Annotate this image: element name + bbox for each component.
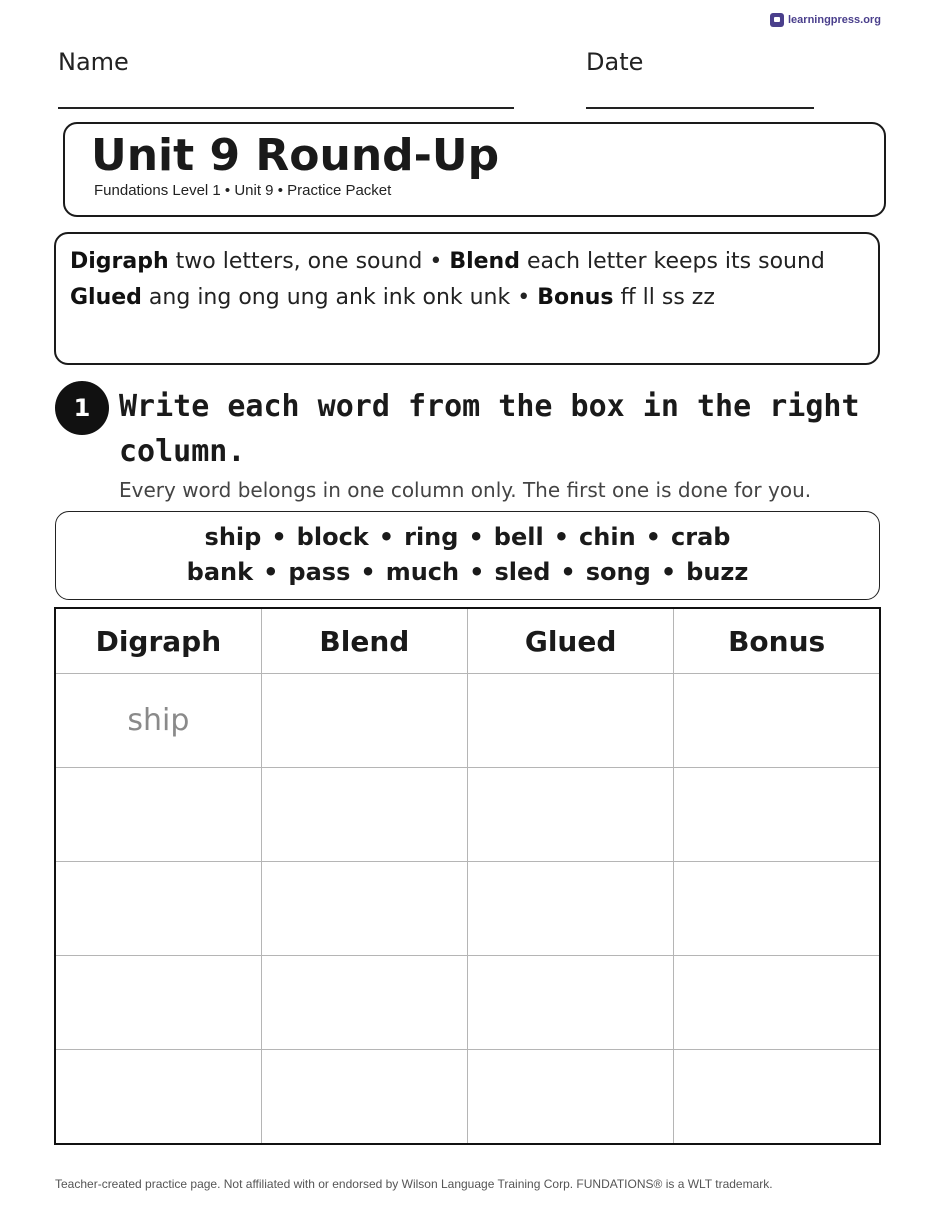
- word-bank-item: bell: [493, 523, 544, 551]
- word-bank-item: pass: [288, 558, 351, 586]
- word-separator: •: [469, 558, 485, 586]
- answer-cell[interactable]: [55, 1050, 261, 1145]
- answer-cell[interactable]: ship: [55, 674, 261, 768]
- answer-cell[interactable]: [674, 768, 880, 862]
- word-separator: •: [360, 558, 376, 586]
- word-bank-item: song: [585, 558, 651, 586]
- column-header-blend: Blend: [261, 608, 467, 674]
- answer-cell[interactable]: [261, 1050, 467, 1145]
- answer-cell[interactable]: [261, 862, 467, 956]
- word-separator: •: [560, 558, 576, 586]
- table-header-row: [55, 608, 880, 674]
- word-bank-item: buzz: [686, 558, 749, 586]
- word-bank-item: much: [385, 558, 460, 586]
- word-bank-item: ship: [204, 523, 262, 551]
- page-title: Unit 9 Round-Up: [91, 130, 500, 181]
- word-bank-row-2: [56, 555, 879, 590]
- exercise-instruction: Write each word from the box in the right column.: [119, 389, 860, 469]
- key-line-2: [70, 280, 864, 316]
- word-bank-item: chin: [579, 523, 636, 551]
- answer-cell[interactable]: [261, 768, 467, 862]
- title-box: [63, 122, 886, 217]
- answer-cell[interactable]: [468, 768, 674, 862]
- name-label: Name: [58, 48, 129, 76]
- glued-definition: ang ing ong ung ank ink onk unk •: [141, 285, 538, 310]
- word-bank-item: block: [296, 523, 369, 551]
- word-separator: •: [271, 523, 287, 551]
- bonus-definition: ff ll ss zz: [613, 285, 715, 310]
- table-row: [55, 956, 880, 1050]
- column-header-digraph: Digraph: [55, 608, 261, 674]
- page-subtitle: Fundations Level 1 • Unit 9 • Practice Packet: [94, 182, 392, 199]
- answer-cell[interactable]: [468, 1050, 674, 1145]
- word-separator: •: [263, 558, 279, 586]
- glued-term: Glued: [70, 285, 142, 310]
- date-write-line[interactable]: [586, 107, 814, 109]
- answer-cell[interactable]: [674, 956, 880, 1050]
- name-write-line[interactable]: [58, 107, 514, 109]
- bonus-term: Bonus: [537, 285, 614, 310]
- brand-text: learningpress.org: [788, 14, 881, 26]
- table-row: [55, 768, 880, 862]
- sorting-table: [54, 607, 881, 1145]
- word-separator: •: [553, 523, 570, 551]
- digraph-definition: two letters, one sound •: [168, 249, 450, 274]
- date-label: Date: [586, 48, 644, 76]
- blend-term: Blend: [449, 249, 520, 274]
- table-row: [55, 862, 880, 956]
- key-line-1: [70, 244, 864, 280]
- sound-key-box: [54, 232, 880, 365]
- answer-cell[interactable]: [55, 956, 261, 1050]
- word-bank-item: crab: [671, 523, 731, 551]
- word-separator: •: [378, 523, 395, 551]
- word-separator: •: [645, 523, 662, 551]
- blend-definition: each letter keeps its sound: [519, 249, 825, 274]
- exercise-subinstruction: Every word belongs in one column only. The first one is done for you.: [119, 478, 812, 502]
- book-icon: [770, 13, 784, 27]
- brand-logo: [770, 13, 881, 27]
- word-separator: •: [660, 558, 677, 586]
- word-bank-item: ring: [404, 523, 459, 551]
- answer-cell[interactable]: [55, 862, 261, 956]
- answer-cell[interactable]: [261, 956, 467, 1050]
- answer-cell[interactable]: [468, 862, 674, 956]
- answer-cell[interactable]: [55, 768, 261, 862]
- digraph-term: Digraph: [70, 249, 169, 274]
- answer-cell[interactable]: [468, 956, 674, 1050]
- word-bank: [55, 511, 880, 600]
- word-bank-item: sled: [494, 558, 551, 586]
- word-separator: •: [468, 523, 484, 551]
- column-header-glued: Glued: [468, 608, 674, 674]
- word-bank-item: bank: [186, 558, 254, 586]
- answer-cell[interactable]: [674, 862, 880, 956]
- answer-cell[interactable]: [674, 674, 880, 768]
- answer-cell[interactable]: [674, 1050, 880, 1145]
- word-bank-row-1: [56, 520, 879, 555]
- footer-disclaimer: Teacher-created practice page. Not affiliated with or endorsed by Wilson Language Training Corp. FUNDATIONS® is a WLT trademark.: [55, 1177, 773, 1191]
- column-header-bonus: Bonus: [674, 608, 880, 674]
- table-row: [55, 1050, 880, 1145]
- exercise-number-badge: 1: [55, 381, 109, 435]
- answer-cell[interactable]: [261, 674, 467, 768]
- table-row: [55, 674, 880, 768]
- answer-cell[interactable]: [468, 674, 674, 768]
